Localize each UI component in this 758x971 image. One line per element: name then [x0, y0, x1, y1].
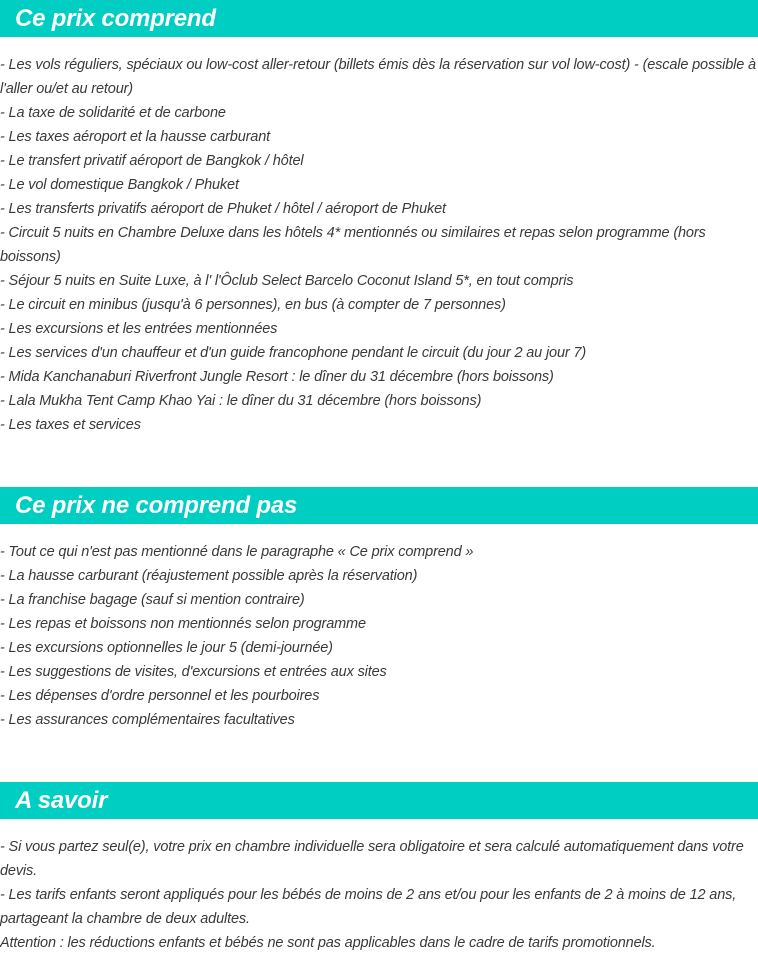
good-to-know-list: [0, 835, 758, 955]
list-item: - La taxe de solidarité et de carbone: [0, 105, 226, 121]
list-item: Attention : les réductions enfants et bébés ne sont pas applicables dans le cadre de tarifs promotionnels.: [0, 935, 656, 951]
list-item: - Mida Kanchanaburi Riverfront Jungle Resort : le dîner du 31 décembre (hors boissons): [0, 369, 554, 385]
list-item: - Les suggestions de visites, d'excursions et entrées aux sites: [0, 664, 387, 680]
list-item: - Le transfert privatif aéroport de Bangkok / hôtel: [0, 153, 304, 169]
list-item: - Les excursions optionnelles le jour 5 (demi-journée): [0, 640, 333, 656]
list-item: - Les assurances complémentaires facultatives: [0, 712, 295, 728]
list-item: - Les excursions et les entrées mentionnées: [0, 321, 278, 337]
section-title-includes: Ce prix comprend: [0, 0, 758, 37]
excludes-list: [0, 540, 758, 732]
list-item: - Le vol domestique Bangkok / Phuket: [0, 177, 239, 193]
list-item: - Tout ce qui n'est pas mentionné dans le paragraphe « Ce prix comprend »: [0, 544, 474, 560]
section-title-good-to-know: A savoir: [0, 782, 758, 819]
section-title-excludes: Ce prix ne comprend pas: [0, 487, 758, 524]
list-item: - Circuit 5 nuits en Chambre Deluxe dans les hôtels 4* mentionnés ou similaires et repas selon programme (hors boissons): [0, 225, 706, 265]
list-item: - Séjour 5 nuits en Suite Luxe, à l' l'Ôclub Select Barcelo Coconut Island 5*, en tout compris: [0, 273, 574, 289]
list-item: - Le circuit en minibus (jusqu'à 6 personnes), en bus (à compter de 7 personnes): [0, 297, 506, 313]
list-item: - La franchise bagage (sauf si mention contraire): [0, 592, 305, 608]
list-item: - Les services d'un chauffeur et d'un guide francophone pendant le circuit (du jour 2 au jour 7): [0, 345, 587, 361]
list-item: - Les transferts privatifs aéroport de Phuket / hôtel / aéroport de Phuket: [0, 201, 446, 217]
list-item: - La hausse carburant (réajustement possible après la réservation): [0, 568, 418, 584]
list-item: - Les tarifs enfants seront appliqués pour les bébés de moins de 2 ans et/ou pour les enfants de 2 à moins de 12 ans, partageant la chambre de deux adultes.: [0, 887, 737, 927]
includes-list: [0, 53, 758, 437]
list-item: - Les taxes aéroport et la hausse carburant: [0, 129, 271, 145]
list-item: - Les dépenses d'ordre personnel et les pourboires: [0, 688, 320, 704]
list-item: - Si vous partez seul(e), votre prix en chambre individuelle sera obligatoire et sera calculé automatiquement dans votre devis.: [0, 839, 744, 879]
list-item: - Les vols réguliers, spéciaux ou low-cost aller-retour (billets émis dès la réservation sur vol low-cost) - (escale possible à l'aller ou/et au retour): [0, 57, 756, 97]
list-item: - Les taxes et services: [0, 417, 141, 433]
list-item: - Les repas et boissons non mentionnés selon programme: [0, 616, 366, 632]
list-item: - Lala Mukha Tent Camp Khao Yai : le dîner du 31 décembre (hors boissons): [0, 393, 482, 409]
